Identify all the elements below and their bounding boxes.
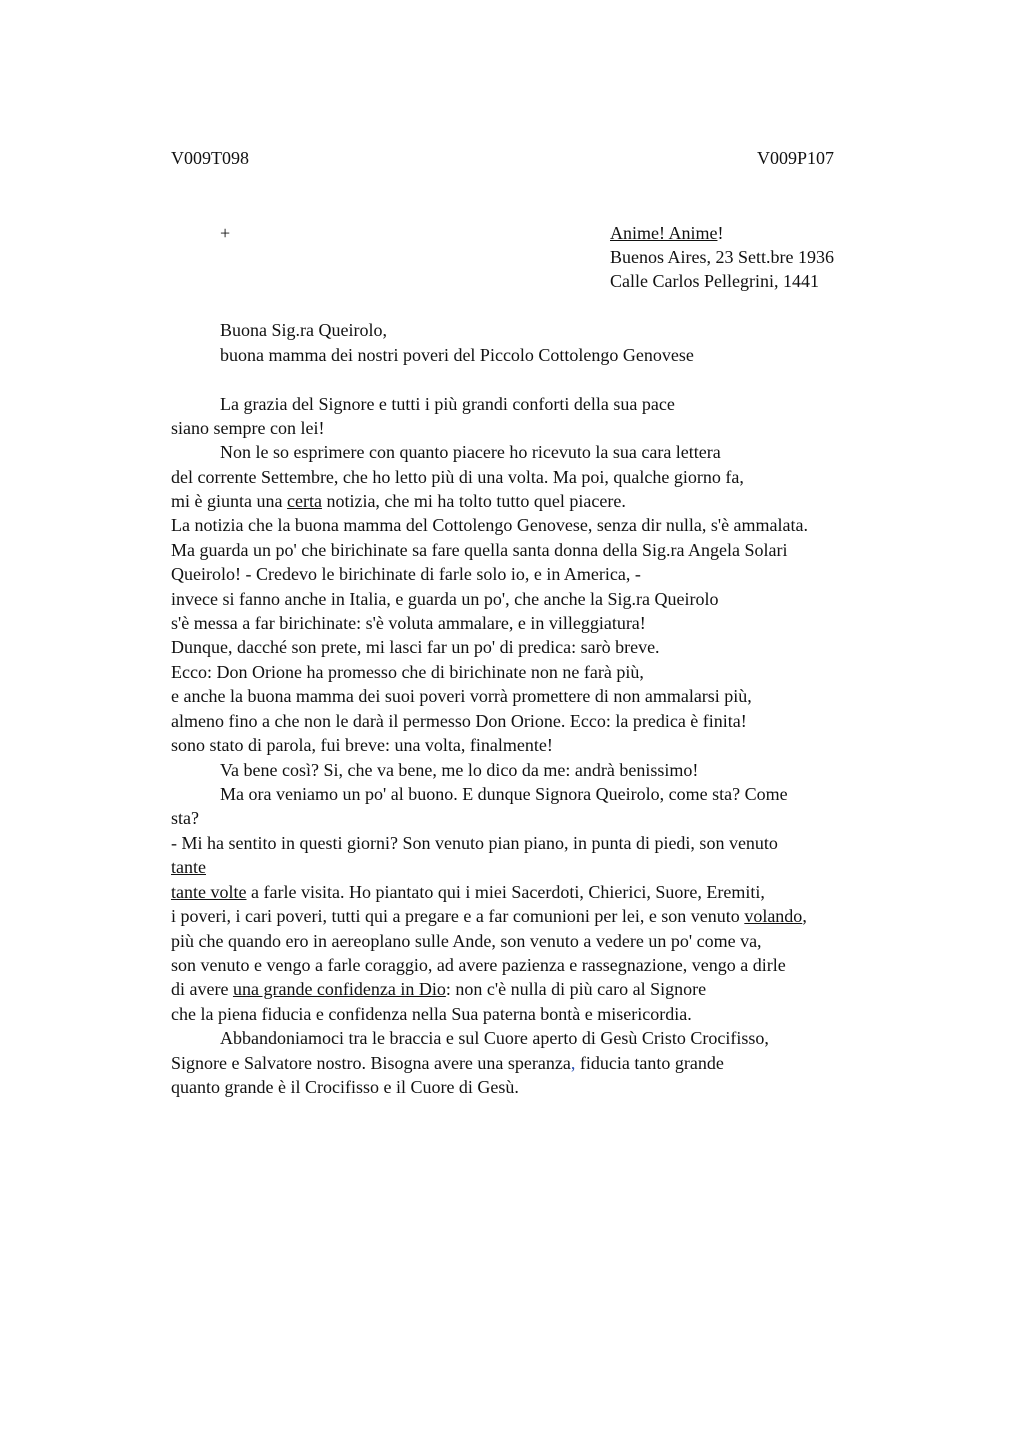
body-line: sono stato di parola, fui breve: una volta, finalmente!	[171, 735, 553, 755]
underlined-text: tante volte	[171, 882, 247, 902]
letter-body	[171, 0, 931, 1450]
body-line: Dunque, dacché son prete, mi lasci far un po' di predica: sarò breve.	[171, 637, 660, 657]
body-line: Queirolo! - Credevo le birichinate di farle solo io, e in America, -	[171, 564, 641, 584]
body-line: almeno fino a che non le darà il permesso Don Orione. Ecco: la predica è finita!	[171, 711, 747, 731]
body-line: La notizia che la buona mamma del Cottolengo Genovese, senza dir nulla, s'è ammalata.	[171, 515, 809, 535]
body-line	[171, 1051, 724, 1075]
body-line: quanto grande è il Crocifisso e il Cuore di Gesù.	[171, 1077, 519, 1097]
body-line: Ma ora veniamo un po' al buono. E dunque Signora Queirolo, come sta? Come	[220, 784, 788, 804]
underlined-text: certa	[286, 491, 322, 511]
salutation-line-2: buona mamma dei nostri poveri del Piccolo Cottolengo Genovese	[220, 345, 694, 365]
body-line: - Mi ha sentito in questi giorni? Son venuto pian piano, in punta di piedi, son venuto	[171, 833, 778, 853]
text-fragment: i poveri, i cari poveri, tutti qui a pregare e a far comunioni per lei, e son venuto	[171, 906, 745, 926]
body-line	[171, 880, 765, 904]
body-line: son venuto e vengo a farle coraggio, ad avere pazienza e rassegnazione, vengo a dirle	[171, 955, 786, 975]
body-line: Non le so esprimere con quanto piacere ho ricevuto la sua cara lettera	[220, 442, 721, 462]
text-fragment: notizia, che mi ha tolto tutto quel piacere.	[321, 491, 626, 511]
body-line: siano sempre con lei!	[171, 418, 325, 438]
body-line: più che quando ero in aereoplano sulle Ande, son venuto a vedere un po' come va,	[171, 931, 762, 951]
body-line: sta?	[171, 808, 199, 828]
left-code: V009T098	[171, 148, 249, 168]
blue-comma: ,	[570, 1053, 576, 1073]
anime-underlined: Anime! Anime	[610, 223, 718, 243]
letter-date: Buenos Aires, 23 Sett.bre 1936	[610, 247, 834, 267]
text-fragment: a farle visita. Ho piantato qui i miei Sacerdoti, Chierici, Suore, Eremiti,	[246, 882, 765, 902]
body-line: s'è messa a far birichinate: s'è voluta ammalare, e in villeggiatura!	[171, 613, 646, 633]
text-fragment: di avere	[171, 979, 233, 999]
letter-address: Calle Carlos Pellegrini, 1441	[610, 271, 819, 291]
body-line: Ecco: Don Orione ha promesso che di birichinate non ne farà più,	[171, 662, 644, 682]
body-line: e anche la buona mamma dei suoi poveri vorrà promettere di non ammalarsi più,	[171, 686, 752, 706]
body-line: Va bene così? Si, che va bene, me lo dico da me: andrà benissimo!	[220, 760, 699, 780]
anime-exclamation: !	[717, 223, 724, 243]
text-fragment: mi è giunta una	[171, 491, 287, 511]
underlined-text: volando	[744, 906, 803, 926]
salutation-line-1: Buona Sig.ra Queirolo,	[220, 320, 387, 340]
body-line: del corrente Settembre, che ho letto più di una volta. Ma poi, qualche giorno fa,	[171, 467, 744, 487]
body-line	[171, 489, 626, 513]
body-line	[171, 977, 706, 1001]
right-code: V009P107	[757, 148, 835, 168]
cross-mark: +	[220, 223, 231, 243]
text-fragment: : non c'è nulla di più caro al Signore	[445, 979, 707, 999]
text-fragment: ,	[802, 906, 807, 926]
text-fragment: fiducia tanto grande	[575, 1053, 724, 1073]
body-line: tante	[171, 857, 206, 877]
body-line: Abbandoniamoci tra le braccia e sul Cuore aperto di Gesù Cristo Crocifisso,	[220, 1028, 769, 1048]
body-line: La grazia del Signore e tutti i più grandi conforti della sua pace	[220, 394, 675, 414]
body-line	[171, 904, 807, 928]
underlined-text: una grande confidenza in Dio	[232, 979, 446, 999]
text-fragment: Signore e Salvatore nostro. Bisogna avere una speranza	[171, 1053, 571, 1073]
body-line: invece si fanno anche in Italia, e guarda un po', che anche la Sig.ra Queirolo	[171, 589, 719, 609]
body-line: che la piena fiducia e confidenza nella Sua paterna bontà e misericordia.	[171, 1004, 692, 1024]
body-line: Ma guarda un po' che birichinate sa fare quella santa donna della Sig.ra Angela Solari	[171, 540, 788, 560]
